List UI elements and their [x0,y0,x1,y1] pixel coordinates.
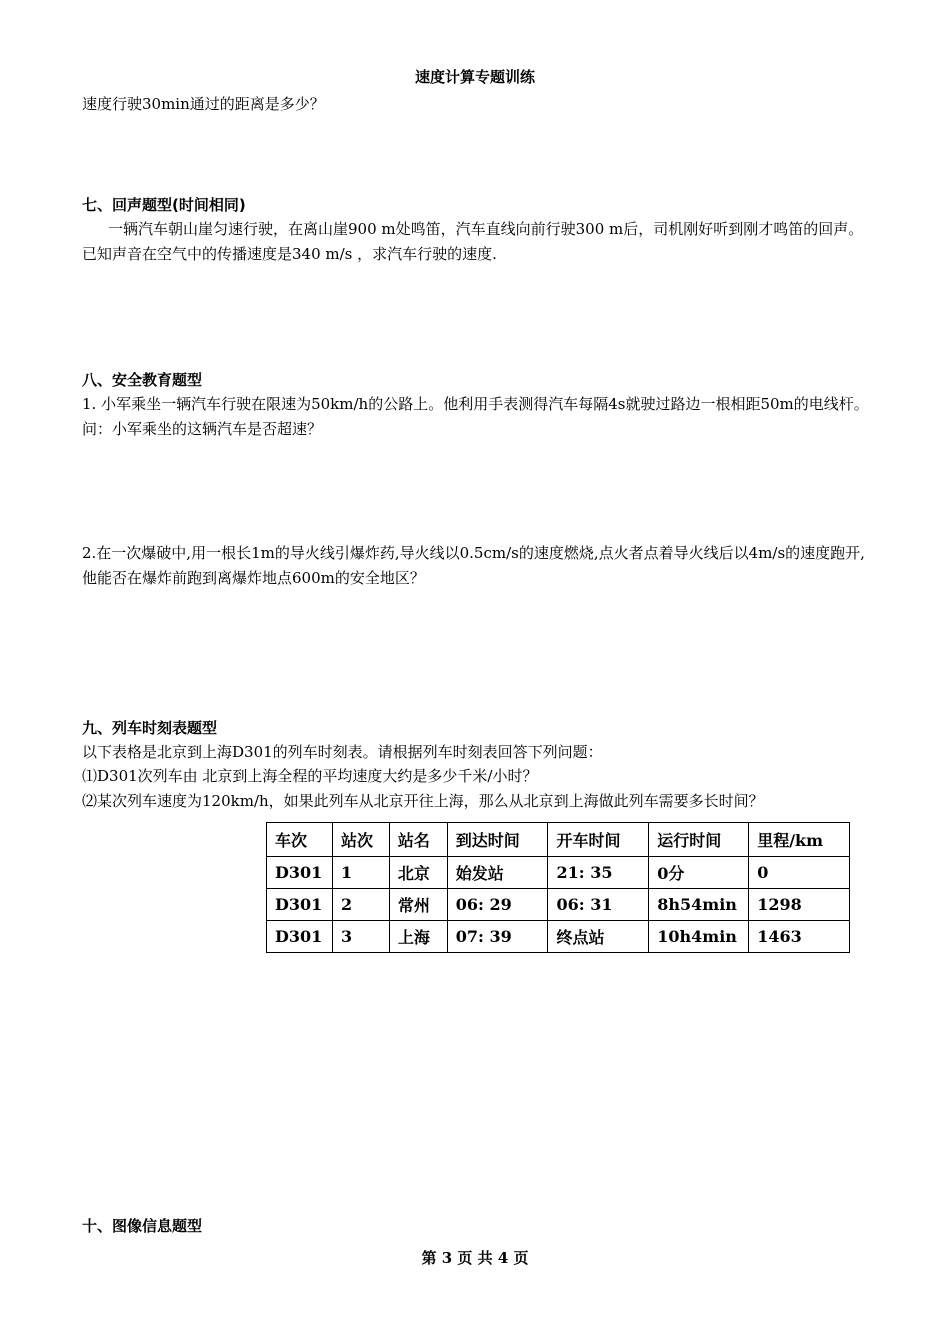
document-title: 速度计算专题训练 [414,68,535,86]
table-cell: 0分 [649,857,749,889]
table-cell: 0 [749,857,850,889]
section-8-question-2: 2.在一次爆破中,用一根长1m的导火线引爆炸药,导火线以0.5cm/s的速度燃烧,点火者点着导火线后以4m/s的速度跑开,他能否在爆炸前跑到离爆炸地点600m的安全地区？ [82,544,865,587]
table-row [267,889,850,921]
page-footer: 第 3 页 共 4 页 [421,1249,529,1267]
table-cell: 终点站 [548,921,649,953]
section-8-question-1: 1. 小军乘坐一辆汽车行驶在限速为50km/h的公路上。他利用手表测得汽车每隔4s就驶过路边一根相距50m的电线杆。问：小军乘坐的这辆汽车是否超速？ [82,395,869,438]
table-cell: 8h54min [649,889,749,921]
table-header-cell: 运行时间 [649,823,749,857]
table-header-row [267,823,850,857]
section-9-intro: 以下表格是北京到上海D301的列车时刻表。请根据列车时刻表回答下列问题： [82,743,603,761]
table-cell: 北京 [389,857,447,889]
table-cell: 常州 [389,889,447,921]
section-9-question-1: ⑴D301次列车由 北京到上海全程的平均速度大约是多少千米/小时？ [82,767,538,785]
section-10-heading: 十、图像信息题型 [82,1217,203,1235]
table-header-cell: 开车时间 [548,823,649,857]
table-cell: 上海 [389,921,447,953]
section-9-question-2: ⑵某次列车速度为120km/h，如果此列车从北京开往上海，那么从北京到上海做此列车需要多长时间？ [82,792,764,810]
table-cell: 07: 39 [447,921,548,953]
table-cell: D301 [267,889,333,921]
table-cell: 1298 [749,889,850,921]
section-8-heading: 八、安全教育题型 [82,371,203,389]
section-7-heading: 七、回声题型(时间相同) [82,196,246,214]
table-header-cell: 到达时间 [447,823,548,857]
table-cell: 1463 [749,921,850,953]
table-header-cell: 站次 [332,823,389,857]
table-cell: 始发站 [447,857,548,889]
table-cell: 06: 31 [548,889,649,921]
table-header-cell: 里程/km [749,823,850,857]
table-cell: 06: 29 [447,889,548,921]
table-cell: 3 [332,921,389,953]
table-cell: D301 [267,857,333,889]
train-schedule-table [266,822,850,953]
table-cell: 1 [332,857,389,889]
table-row [267,921,850,953]
continued-question-text: 速度行驶30min通过的距离是多少？ [82,95,325,113]
table-cell: 10h4min [649,921,749,953]
table-row [267,857,850,889]
table-cell: 2 [332,889,389,921]
section-9-heading: 九、列车时刻表题型 [82,719,218,737]
table-header-cell: 站名 [389,823,447,857]
table-header-cell: 车次 [267,823,333,857]
table-cell: 21: 35 [548,857,649,889]
table-cell: D301 [267,921,333,953]
section-7-question: 一辆汽车朝山崖匀速行驶，在离山崖900 m处鸣笛，汽车直线向前行驶300 m后，司机刚好听到刚才鸣笛的回声。已知声音在空气中的传播速度是340 m/s ，求汽车行驶的速度. [82,220,864,263]
